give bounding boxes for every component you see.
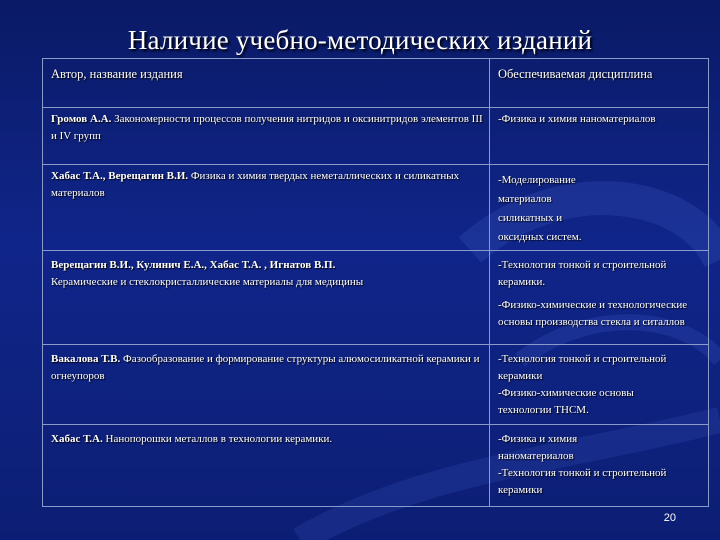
table-row bbox=[43, 345, 709, 425]
editions-table bbox=[42, 58, 709, 507]
discipline-item: -Технология тонкой и строительной керамики bbox=[498, 467, 667, 496]
discipline-item: -Физико-химические основы технологии ТНСМ. bbox=[498, 387, 634, 416]
header-discipline: Обеспечиваемая дисциплина bbox=[490, 59, 709, 108]
edition-authors: Верещагин В.И., Кулинич Е.А., Хабас Т.А. , Игнатов В.П. bbox=[51, 259, 336, 271]
table-row bbox=[43, 425, 709, 507]
edition-cell bbox=[43, 165, 490, 251]
discipline-item: -Физико-химические и технологические основы производства стекла и ситаллов bbox=[498, 299, 688, 328]
edition-title: Физика и химия твердых неметаллических и силикатных материалов bbox=[51, 170, 460, 199]
header-edition: Автор, название издания bbox=[43, 59, 490, 108]
table-header-row bbox=[43, 59, 709, 108]
discipline-item: -Физика и химия наноматериалов bbox=[498, 113, 656, 125]
discipline-item: -Моделирование материалов силикатных и оксидных систем. bbox=[498, 174, 582, 243]
edition-cell bbox=[43, 251, 490, 345]
edition-title: Фазообразование и формирование структуры алюмосиликатной керамики и огнеупоров bbox=[51, 353, 480, 382]
edition-title: Закономерности процессов получения нитридов и оксинитридов элементов III и IV групп bbox=[51, 113, 483, 142]
discipline-item: -Технология тонкой и строительной керамики bbox=[498, 353, 667, 382]
edition-authors: Хабас Т.А. bbox=[51, 433, 103, 445]
edition-authors: Вакалова Т.В. bbox=[51, 353, 121, 365]
edition-title: Нанопорошки металлов в технологии керамики. bbox=[105, 433, 333, 445]
discipline-cell bbox=[490, 108, 709, 165]
edition-cell bbox=[43, 345, 490, 425]
edition-authors: Хабас Т.А., Верещагин В.И. bbox=[51, 170, 189, 182]
slide-title: Наличие учебно-методических изданий bbox=[127, 25, 593, 55]
discipline-cell bbox=[490, 425, 709, 507]
table-row bbox=[43, 108, 709, 165]
table-row bbox=[43, 251, 709, 345]
discipline-item: -Физика и химия наноматериалов bbox=[498, 433, 578, 462]
discipline-item: -Технология тонкой и строительной керамики. bbox=[498, 259, 667, 288]
edition-cell bbox=[43, 425, 490, 507]
table-row bbox=[43, 165, 709, 251]
edition-title: Керамические и стеклокристаллические материалы для медицины bbox=[51, 276, 364, 288]
discipline-cell bbox=[490, 345, 709, 425]
page-number: 20 bbox=[663, 512, 676, 524]
discipline-cell bbox=[490, 251, 709, 345]
edition-authors: Громов А.А. bbox=[51, 113, 112, 125]
discipline-cell bbox=[490, 165, 709, 251]
edition-cell bbox=[43, 108, 490, 165]
